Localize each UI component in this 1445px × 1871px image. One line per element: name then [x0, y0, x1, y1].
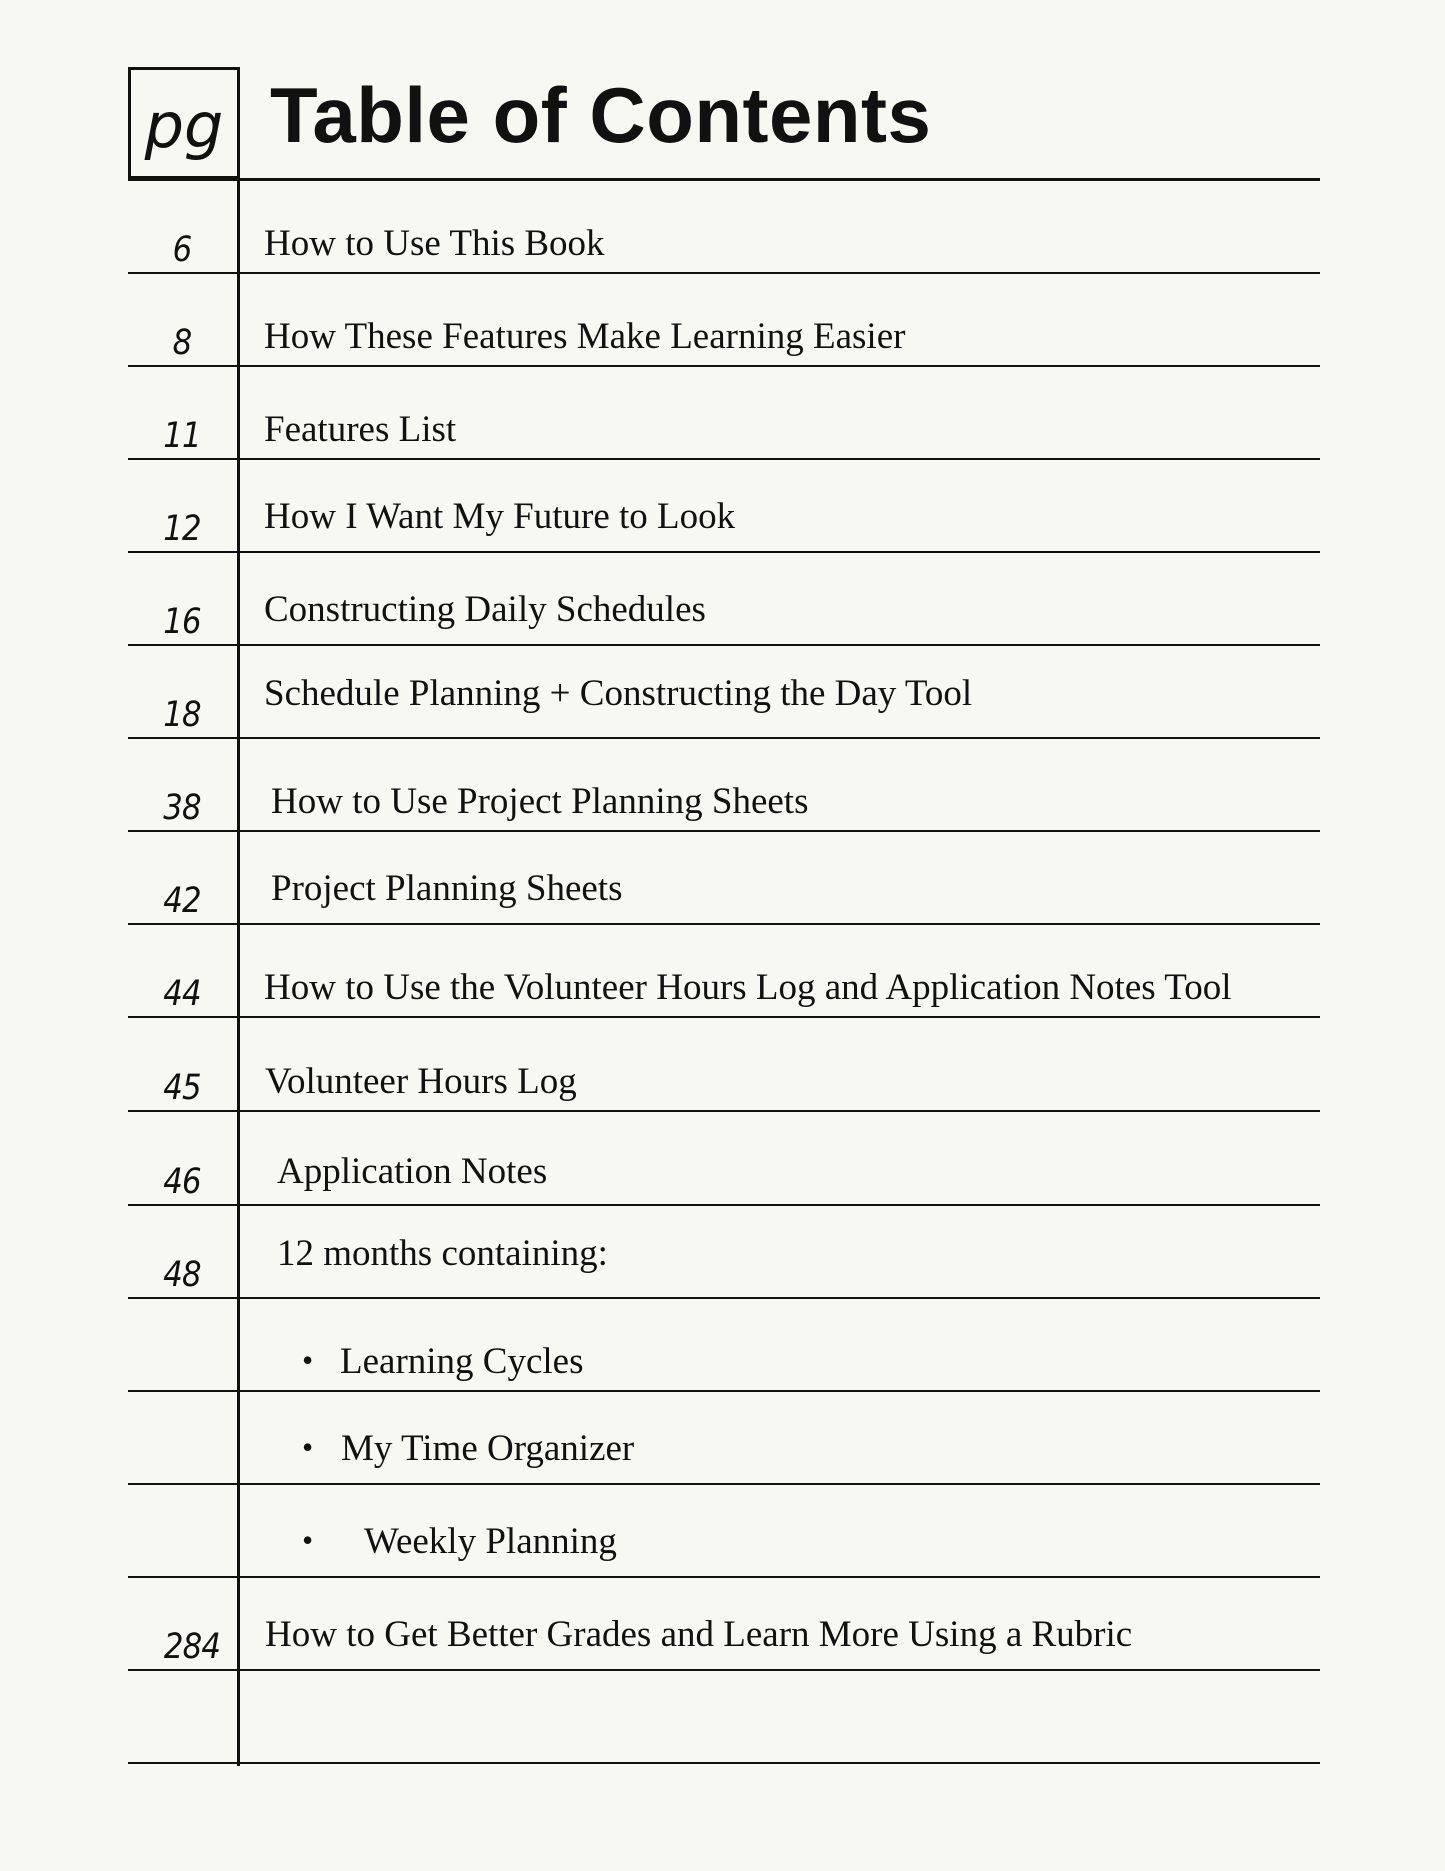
toc-entry-title: How to Use Project Planning Sheets [271, 781, 809, 822]
page-number: 12 [163, 509, 201, 549]
toc-row [128, 925, 1320, 1018]
toc-subrow [128, 1485, 1320, 1578]
toc-subentry-title: Learning Cycles [340, 1341, 584, 1382]
toc-row [128, 1019, 1320, 1112]
toc-row [128, 646, 1320, 739]
toc-row [128, 1578, 1320, 1671]
page-number: 45 [163, 1068, 201, 1108]
toc-entry-title: How These Features Make Learning Easier [264, 316, 906, 357]
row-rule [128, 1762, 1320, 1764]
bullet-icon: • [302, 1429, 314, 1465]
toc-entry-title: Features List [264, 409, 457, 450]
toc-subentry-title: Weekly Planning [364, 1521, 617, 1562]
page-title: Table of Contents [270, 71, 932, 159]
toc-entry-title: Volunteer Hours Log [265, 1061, 577, 1102]
page-number: 18 [163, 695, 201, 735]
pg-label: pg [144, 89, 224, 162]
toc-subrow [128, 1392, 1320, 1485]
page-number: 44 [163, 974, 201, 1014]
toc-entry-title: Application Notes [277, 1151, 548, 1192]
row-rule [128, 1016, 1320, 1018]
page-number: 284 [163, 1627, 221, 1667]
toc-entry-title: How to Use This Book [264, 223, 605, 264]
toc-entry-title: Project Planning Sheets [271, 868, 623, 909]
toc-row [128, 553, 1320, 646]
toc-subrow [128, 1299, 1320, 1392]
toc-entry-title: 12 months containing: [277, 1233, 608, 1274]
toc-entry-title: How to Get Better Grades and Learn More Using a Rubric [265, 1614, 1133, 1655]
toc-subentry-title: My Time Organizer [341, 1428, 635, 1469]
bullet-icon: • [302, 1342, 314, 1378]
toc-row [128, 1671, 1320, 1764]
page-number: 6 [172, 230, 192, 270]
toc-row [128, 1206, 1320, 1299]
toc-row [128, 460, 1320, 553]
toc-row [128, 1113, 1320, 1206]
page-number: 46 [163, 1162, 201, 1202]
toc-entry-title: How to Use the Volunteer Hours Log and Application Notes Tool [264, 967, 1232, 1008]
page-number: 8 [172, 323, 192, 363]
page-number: 11 [163, 416, 201, 456]
page-number: 48 [163, 1255, 201, 1295]
toc-entry-title: Schedule Planning + Constructing the Day Tool [264, 673, 973, 714]
bullet-icon: • [302, 1522, 314, 1558]
row-rule [128, 1110, 1320, 1112]
page-number: 42 [163, 881, 201, 921]
toc-row [128, 367, 1320, 460]
page-number: 38 [163, 788, 201, 828]
toc-row [128, 181, 1320, 274]
page-number: 16 [163, 602, 201, 642]
toc-row [128, 274, 1320, 367]
toc-row [128, 832, 1320, 925]
toc-entry-title: How I Want My Future to Look [264, 496, 736, 537]
toc-entry-title: Constructing Daily Schedules [264, 589, 706, 630]
toc-row [128, 739, 1320, 832]
